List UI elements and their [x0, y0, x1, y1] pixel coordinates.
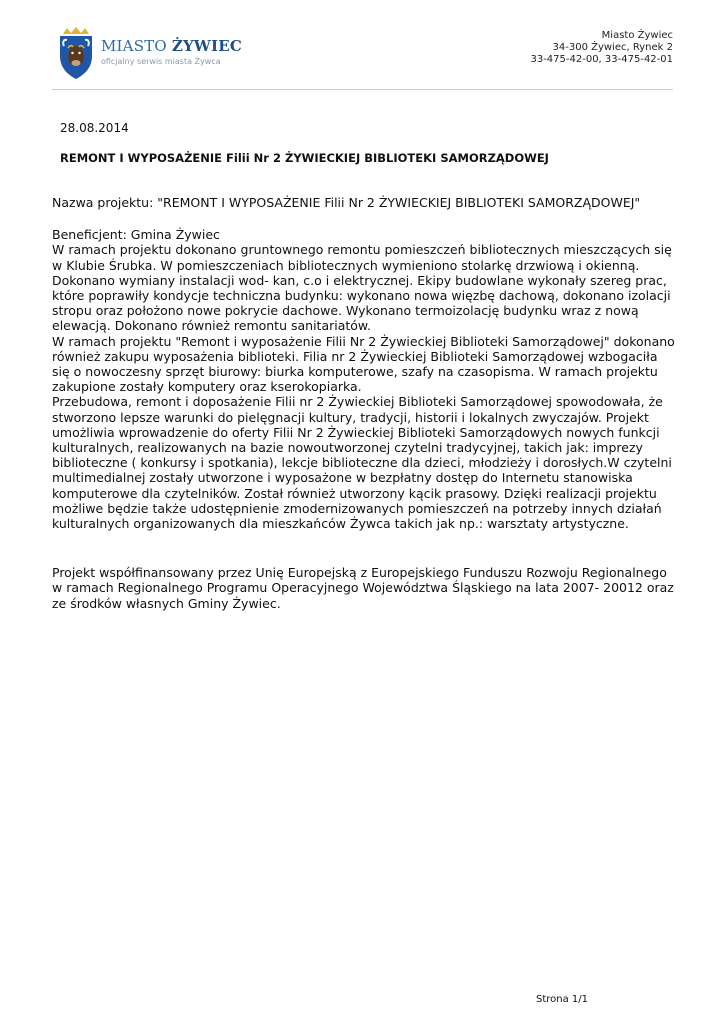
page-number: Strona 1/1	[536, 994, 589, 1005]
beneficiary: Beneficjent: Gmina Żywiec	[52, 227, 220, 243]
brand-name	[101, 37, 242, 55]
project-name: Nazwa projektu: "REMONT I WYPOSAŻENIE Filii Nr 2 ŻYWIECKIEJ BIBLIOTEKI SAMORZĄDOWEJ"	[52, 195, 641, 210]
article-title: REMONT I WYPOSAŻENIE Filii Nr 2 ŻYWIECKIEJ BIBLIOTEKI SAMORZĄDOWEJ	[60, 151, 549, 165]
paragraph-equipment: W ramach projektu "Remont i wyposażenie Filii Nr 2 Żywieckiej Biblioteki Samorządowej" dokonano również zakupu wyposażenia biblioteki. Filia nr 2 Żywieckiej Biblioteki Samorządowej wzbogaciła się o nowoczesny sprzęt biurowy: biurka komputerowe, szafy na czasopisma. W ramach projektu zakupione zostały komputery oraz kserokopiarka.	[52, 333, 675, 395]
city-logo[interactable]	[57, 26, 242, 82]
contact-line-phones: 33-475-42-00, 33-475-42-01	[530, 54, 673, 65]
paragraph-renovation: W ramach projektu dokonano gruntownego remontu pomieszczeń bibliotecznych mieszczących się w Klubie Śrubka. W pomieszczeniach bibliotecznych wymieniono stolarkę drzwiową i okienną. Dokonano wymiany instalacji wod- kan, c.o i elektrycznej. Ekipy budowlane wykonały szereg prac, które poprawiły kondycje techniczna budynku: wykonano nowa więzbę dachową, dokonano izolacji stropu oraz położono nowe pokrycie dachowe. Wykonano termoizolację budynku wraz z nową elewacją. Dokonano również remontu sanitariatów.	[52, 242, 672, 334]
header-divider	[52, 89, 673, 90]
page-header	[0, 0, 725, 92]
contact-block	[530, 30, 673, 66]
contact-line-name: Miasto Żywiec	[601, 30, 673, 41]
funding-note: Projekt współfinansowany przez Unię Europejską z Europejskiego Funduszu Rozwoju Regionalnego w ramach Regionalnego Programu Operacyjnego Województwa Śląskiego na lata 2007- 20012 oraz ze środków własnych Gminy Żywiec.	[52, 565, 674, 611]
article-body	[52, 195, 676, 611]
coat-of-arms-icon	[57, 26, 95, 80]
brand-part-2: ŻYWIEC	[171, 37, 242, 55]
article-date: 28.08.2014	[60, 121, 129, 135]
paragraph-outcomes: Przebudowa, remont i doposażenie Filii nr 2 Żywieckiej Biblioteki Samorządowej spowodowała, że stworzono lepsze warunki do pielęgnacji kultury, tradycji, historii i lokalnych zwyczajów. Projekt umożliwia wprowadzenie do oferty Filii Nr 2 Żywieckiej Biblioteki Samorządowych nowych funkcji kulturalnych, realizowanych na bazie nowoutworzonej czytelni tradycyjnej, takich jak: imprezy biblioteczne ( konkursy i spotkania), lekcje biblioteczne dla dzieci, młodzieży i dorosłych.W czytelni multimedialnej zostały utworzone i wyposażone w bezpłatny dostęp do Internetu stanowiska komputerowe dla czytelników. Został również utworzony kącik prasowy. Dzięki realizacji projektu możliwe będzie także udostępnienie zmodernizowanych pomieszczeń na potrzeby innych działań kulturalnych organizowanych dla mieszkańców Żywca takich jak np.: warsztaty artystyczne.	[52, 394, 672, 532]
brand-tagline: oficjalny serwis miasta Żywca	[101, 57, 221, 66]
contact-line-address: 34-300 Żywiec, Rynek 2	[552, 42, 673, 53]
brand-part-1: MIASTO	[101, 37, 172, 55]
